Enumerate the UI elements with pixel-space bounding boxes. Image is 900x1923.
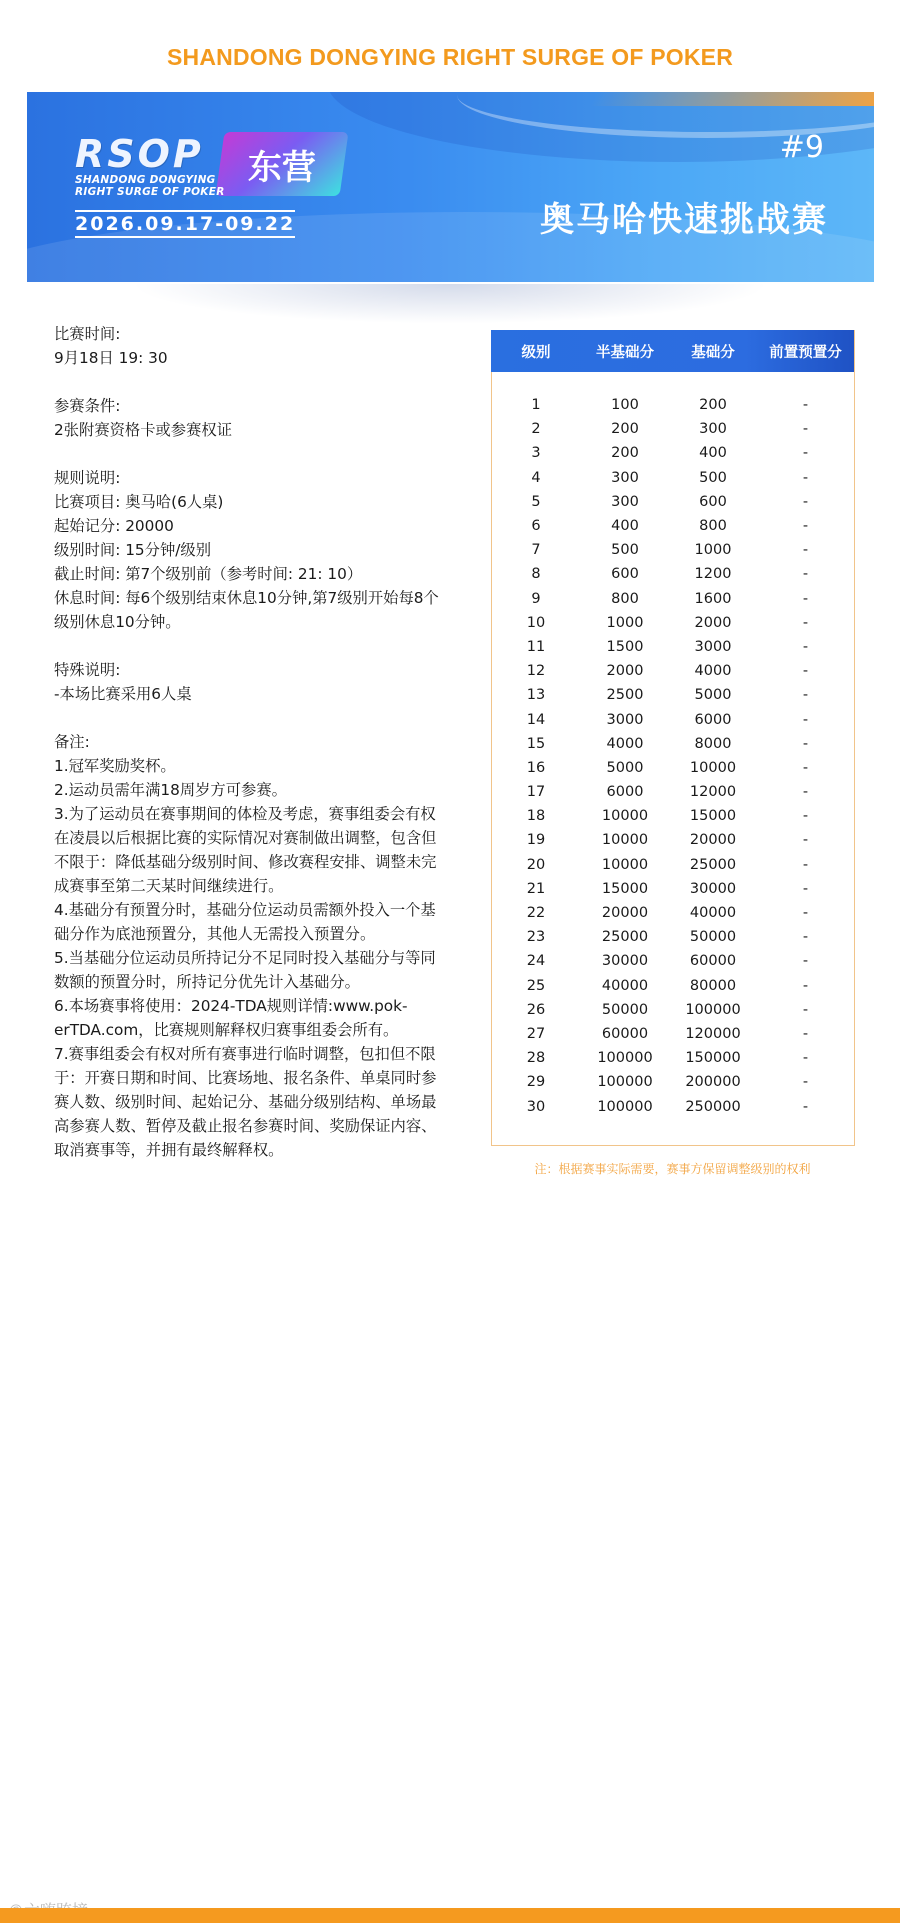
table-row [491,1070,854,1094]
logo-subtitle [75,174,225,198]
table-row [491,828,854,852]
cell-level: 24 [526,953,546,970]
bottom-orange-bar [0,1908,900,1923]
table-row [491,635,854,659]
cell-big-blind: 12000 [689,784,737,801]
rules-section [54,466,474,634]
header-small-blind: 半基础分 [596,344,654,361]
cell-big-blind: 20000 [689,832,737,849]
cell-small-blind: 6000 [606,784,644,801]
table-row [491,780,854,804]
cell-level: 20 [526,856,546,873]
cell-ante: - [802,856,809,873]
cell-level: 4 [531,469,541,486]
cell-ante: - [802,687,809,704]
note-line: 7.赛事组委会有权对所有赛事进行临时调整，包扣但不限 [54,1045,436,1063]
cell-big-blind: 200 [699,397,727,414]
cell-small-blind: 40000 [601,977,649,994]
cell-big-blind: 600 [699,493,727,510]
event-info [54,322,474,1186]
cell-big-blind: 80000 [689,977,737,994]
cell-big-blind: 1600 [694,590,732,607]
cell-small-blind: 10000 [601,808,649,825]
time-label: 比赛时间: [54,325,121,343]
note-line: 赛人数、级别时间、起始记分、基础分级别结构、单场最 [54,1093,437,1111]
cell-small-blind: 500 [611,542,639,559]
cell-ante: - [802,953,809,970]
cell-level: 21 [526,880,546,897]
table-row [491,1094,854,1118]
cell-small-blind: 15000 [601,880,649,897]
note-line: 于：开赛日期和时间、比赛场地、报名条件、单桌同时参 [54,1069,437,1087]
cell-level: 19 [526,832,546,849]
rule-line: 休息时间: 每6个级别结束休息10分钟,第7级别开始每8个 [54,589,439,607]
cell-level: 9 [531,590,541,607]
cell-level: 2 [531,421,541,438]
table-row [491,683,854,707]
cell-big-blind: 50000 [689,929,737,946]
cell-ante: - [802,929,809,946]
cell-big-blind: 400 [699,445,727,462]
cell-ante: - [802,711,809,728]
notes-label: 备注: [54,733,90,751]
cell-ante: - [802,880,809,897]
table-row [491,538,854,562]
table-row [491,1022,854,1046]
header-level: 级别 [521,344,551,361]
cell-ante: - [802,614,809,631]
note-line: 取消赛事等，并拥有最终解释权。 [54,1141,284,1159]
cell-level: 25 [526,977,546,994]
cell-ante: - [802,759,809,776]
cell-level: 23 [526,929,546,946]
cell-ante: - [802,1025,809,1042]
cell-ante: - [802,590,809,607]
cell-level: 3 [531,445,541,462]
entry-section [54,394,474,442]
cell-big-blind: 15000 [689,808,737,825]
event-title: 奥马哈快速挑战赛 [540,200,828,240]
cell-level: 22 [526,905,546,922]
table-row [491,853,854,877]
cell-big-blind: 1000 [694,542,732,559]
table-row [491,925,854,949]
cell-big-blind: 40000 [689,905,737,922]
table-row [491,587,854,611]
logo-city-badge [216,132,349,196]
cell-small-blind: 4000 [606,735,644,752]
cell-ante: - [802,1098,809,1115]
table-row [491,877,854,901]
logo-rsop-text: RSOP [75,132,204,176]
cell-small-blind: 800 [611,590,639,607]
cell-level: 1 [531,397,541,414]
cell-big-blind: 8000 [694,735,732,752]
page-top-title: SHANDONG DONGYING RIGHT SURGE OF POKER [166,44,734,70]
table-row [491,974,854,998]
table-row [491,393,854,417]
cell-ante: - [802,469,809,486]
table-row [491,949,854,973]
cell-ante: - [802,784,809,801]
cell-level: 28 [526,1050,546,1067]
cell-ante: - [802,735,809,752]
cell-small-blind: 30000 [601,953,649,970]
cell-small-blind: 20000 [601,905,649,922]
cell-big-blind: 60000 [689,953,737,970]
cell-level: 17 [526,784,546,801]
note-line: 数额的预置分时，所持记分优先计入基础分。 [54,973,360,991]
time-section [54,322,474,370]
note-line: 高参赛人数、暂停及截止报名参赛时间、奖励保证内容、 [54,1117,437,1135]
cell-small-blind: 3000 [606,711,644,728]
cell-big-blind: 2000 [694,614,732,631]
table-row [491,804,854,828]
cell-big-blind: 5000 [694,687,732,704]
cell-small-blind: 100000 [597,1050,653,1067]
cell-level: 13 [526,687,546,704]
cell-level: 15 [526,735,546,752]
cell-small-blind: 100 [611,397,639,414]
cell-small-blind: 2000 [606,663,644,680]
note-line: erTDA.com，比赛规则解释权归赛事组委会所有。 [54,1021,399,1039]
entry-label: 参赛条件: [54,397,121,415]
cell-big-blind: 10000 [689,759,737,776]
cell-level: 12 [526,663,546,680]
cell-level: 8 [531,566,541,583]
cell-small-blind: 400 [611,518,639,535]
blind-table-body [491,393,854,1119]
cell-small-blind: 10000 [601,856,649,873]
cell-small-blind: 200 [611,445,639,462]
cell-big-blind: 1200 [694,566,732,583]
cell-small-blind: 10000 [601,832,649,849]
cell-small-blind: 100000 [597,1098,653,1115]
note-line: 3.为了运动员在赛事期间的体检及考虑，赛事组委会有权 [54,805,436,823]
rules-label: 规则说明: [54,469,121,487]
cell-small-blind: 100000 [597,1074,653,1091]
note-line: 6.本场赛事将使用：2024-TDA规则详情:www.pok- [54,997,408,1015]
cell-ante: - [802,493,809,510]
cell-level: 10 [526,614,546,631]
cell-big-blind: 120000 [685,1025,741,1042]
cell-small-blind: 300 [611,469,639,486]
table-row [491,562,854,586]
cell-ante: - [802,832,809,849]
cell-big-blind: 3000 [694,638,732,655]
header-big-blind: 基础分 [691,344,735,361]
cell-ante: - [802,977,809,994]
special-label: 特殊说明: [54,661,121,679]
table-row [491,1046,854,1070]
cell-small-blind: 2500 [606,687,644,704]
table-row [491,998,854,1022]
cell-ante: - [802,421,809,438]
logo-subtitle-line2: RIGHT SURGE OF POKER [75,186,225,198]
cell-ante: - [802,566,809,583]
blind-table-header [491,330,854,372]
time-value: 9月18日 19: 30 [54,349,168,367]
event-dates: 2026.09.17-09.22 [75,210,295,238]
table-row [491,417,854,441]
notes-section [54,730,474,1162]
table-note: 注：根据赛事实际需要，赛事方保留调整级别的权利 [534,1162,811,1176]
special-value: -本场比赛采用6人桌 [54,685,192,703]
cell-small-blind: 300 [611,493,639,510]
banner-shadow [130,284,770,324]
cell-level: 5 [531,493,541,510]
table-row [491,901,854,925]
rule-line: 比赛项目: 奥马哈(6人桌) [54,493,224,511]
cell-ante: - [802,518,809,535]
note-line: 2.运动员需年满18周岁方可参赛。 [54,781,287,799]
cell-big-blind: 4000 [694,663,732,680]
cell-small-blind: 25000 [601,929,649,946]
cell-big-blind: 150000 [685,1050,741,1067]
note-line: 成赛事至第二天某时间继续进行。 [54,877,284,895]
cell-ante: - [802,1074,809,1091]
cell-level: 7 [531,542,541,559]
cell-level: 11 [526,638,546,655]
logo-city-text: 东营 [248,147,316,188]
cell-ante: - [802,397,809,414]
note-line: 不限于：降低基础分级别时间、修改赛程安排、调整未完 [54,853,437,871]
table-row [491,466,854,490]
cell-big-blind: 25000 [689,856,737,873]
note-line: 在凌晨以后根据比赛的实际情况对赛制做出调整，包含但 [54,829,437,847]
note-line: 4.基础分有预置分时，基础分位运动员需额外投入一个基 [54,901,436,919]
cell-big-blind: 250000 [685,1098,741,1115]
cell-big-blind: 200000 [685,1074,741,1091]
table-row [491,441,854,465]
cell-big-blind: 6000 [694,711,732,728]
table-row [491,707,854,731]
cell-ante: - [802,445,809,462]
cell-ante: - [802,638,809,655]
cell-small-blind: 600 [611,566,639,583]
special-section [54,658,474,706]
cell-ante: - [802,542,809,559]
cell-level: 26 [526,1001,546,1018]
cell-small-blind: 200 [611,421,639,438]
cell-small-blind: 1500 [606,638,644,655]
cell-level: 29 [526,1074,546,1091]
cell-level: 18 [526,808,546,825]
rule-line: 截止时间: 第7个级别前（参考时间: 21: 10） [54,565,363,583]
cell-ante: - [802,1001,809,1018]
rule-line: 级别休息10分钟。 [54,613,181,631]
table-row [491,490,854,514]
table-row [491,514,854,538]
cell-level: 27 [526,1025,546,1042]
table-row [491,659,854,683]
cell-small-blind: 1000 [606,614,644,631]
cell-small-blind: 50000 [601,1001,649,1018]
cell-ante: - [802,1050,809,1067]
logo-subtitle-line1: SHANDONG DONGYING [75,174,216,186]
cell-big-blind: 800 [699,518,727,535]
banner-orange-streak [590,92,874,106]
cell-level: 14 [526,711,546,728]
note-line: 5.当基础分位运动员所持记分不足同时投入基础分与等同 [54,949,436,967]
rule-line: 起始记分: 20000 [54,517,174,535]
cell-ante: - [802,663,809,680]
cell-level: 16 [526,759,546,776]
cell-level: 30 [526,1098,546,1115]
cell-ante: - [802,808,809,825]
cell-small-blind: 60000 [601,1025,649,1042]
cell-big-blind: 500 [699,469,727,486]
note-line: 础分作为底池预置分，其他人无需投入预置分。 [54,925,376,943]
note-line: 1.冠军奖励奖杯。 [54,757,176,775]
cell-big-blind: 300 [699,421,727,438]
table-row [491,732,854,756]
cell-ante: - [802,905,809,922]
header-ante: 前置预置分 [769,344,842,361]
cell-big-blind: 30000 [689,880,737,897]
table-row [491,756,854,780]
cell-small-blind: 5000 [606,759,644,776]
event-number: #9 [779,130,824,165]
cell-level: 6 [531,518,541,535]
cell-big-blind: 100000 [685,1001,741,1018]
rule-line: 级别时间: 15分钟/级别 [54,541,212,559]
event-banner [27,92,874,282]
entry-value: 2张附赛资格卡或参赛权证 [54,421,232,439]
table-row [491,611,854,635]
